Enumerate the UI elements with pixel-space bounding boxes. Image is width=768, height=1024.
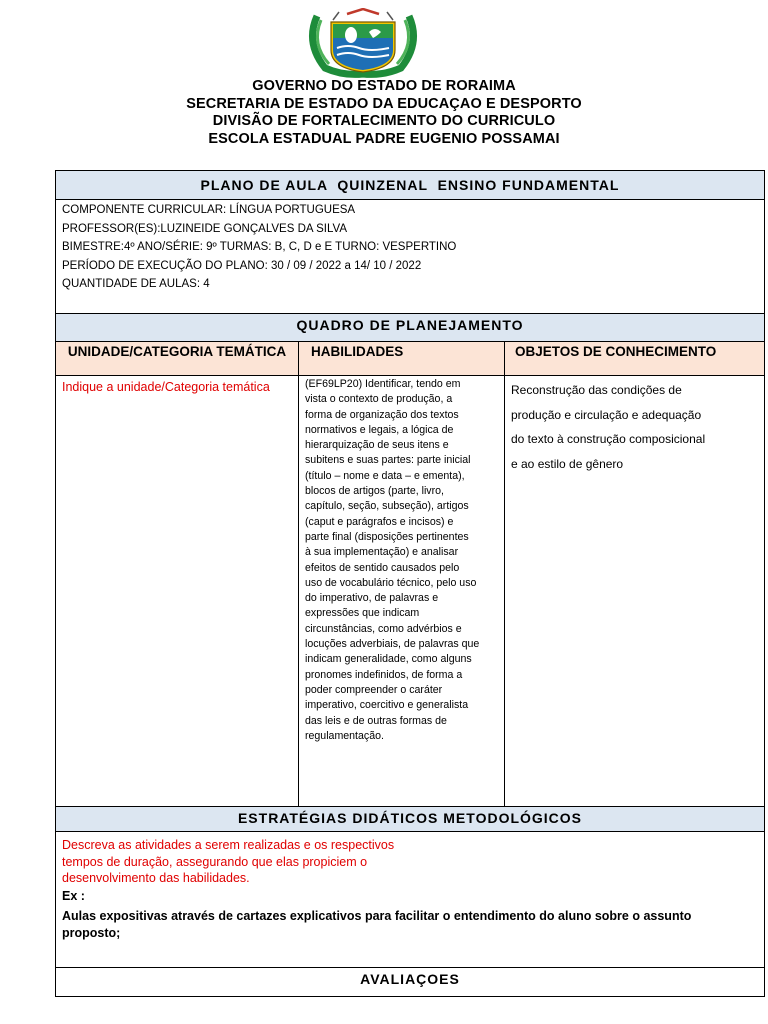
habilidades-line: forma de organização dos textos	[305, 408, 459, 421]
estrategias-instruction-line: desenvolvimento das habilidades.	[62, 871, 250, 885]
cell-unidade	[55, 375, 299, 807]
habilidades-line: do imperativo, de palavras e	[305, 592, 439, 605]
cell-objetos	[504, 375, 765, 807]
habilidades-line: circunstâncias, como advérbios e	[305, 622, 462, 635]
info-bimestre: BIMESTRE:4º ANO/SÉRIE: 9º TURMAS: B, C, D e E TURNO: VESPERTINO	[62, 241, 457, 254]
estrategias-instruction-line: tempos de duração, assegurando que elas propiciem o	[62, 854, 368, 869]
cell-habilidades	[298, 375, 505, 807]
column-header-unidade	[55, 341, 299, 376]
habilidades-line: hierarquização de seus itens e	[305, 439, 449, 452]
document-header	[0, 78, 768, 148]
column-header-habilidades	[298, 341, 505, 376]
plan-info-box	[55, 199, 765, 314]
estrategias-text-line: proposto;	[62, 925, 121, 940]
habilidades-line: blocos de artigos (parte, livro,	[305, 485, 444, 498]
header-line-division: DIVISÃO DE FORTALECIMENTO DO CURRICULO	[212, 113, 556, 129]
plan-title: PLANO DE AULA QUINZENAL ENSINO FUNDAMENTAL	[200, 177, 620, 193]
habilidades-line: capítulo, seção, subseção), artigos	[305, 500, 469, 513]
habilidades-line: pronomes indefinidos, de forma a	[305, 668, 463, 681]
habilidades-line: parte final (disposições pertinentes	[305, 530, 469, 543]
habilidades-line: (caput e parágrafos e incisos) e	[305, 515, 454, 528]
estrategias-instruction-line: Descreva as atividades a serem realizadas e os respectivos	[62, 838, 395, 852]
estrategias-text-line: Aulas expositivas através de cartazes explicativos para facilitar o entendimento do aluno sobre o assunto	[62, 909, 692, 923]
habilidades-line: (título – nome e data – e ementa),	[305, 469, 465, 482]
habilidades-line: poder compreender o caráter	[305, 683, 443, 696]
objetos-text	[511, 378, 760, 476]
habilidades-line: normativos e legais, a lógica de	[305, 423, 454, 436]
estrategias-instruction	[62, 837, 758, 887]
info-quantidade: QUANTIDADE DE AULAS: 4	[62, 278, 210, 291]
habilidades-line: locuções adverbiais, de palavras que	[305, 638, 480, 651]
habilidades-line: regulamentação.	[305, 729, 384, 742]
estrategias-title-band	[55, 806, 765, 832]
plan-title-band	[55, 170, 765, 200]
column-header-habilidades-label: HABILIDADES	[311, 344, 404, 359]
habilidades-line: (EF69LP20) Identificar, tendo em	[305, 378, 461, 390]
header-line-school: ESCOLA ESTADUAL PADRE EUGENIO POSSAMAI	[208, 130, 560, 147]
habilidades-line: indicam generalidade, como alguns	[305, 653, 472, 666]
estrategias-box	[55, 831, 765, 968]
column-header-objetos	[504, 341, 765, 376]
estrategias-title: ESTRATÉGIAS DIDÁTICOS METODOLÓGICOS	[237, 810, 583, 826]
habilidades-line: das leis e de outras formas de	[305, 714, 447, 727]
estrategias-text	[62, 908, 758, 941]
habilidades-line: subitens e suas partes: parte inicial	[305, 454, 471, 467]
estrategias-ex-label: Ex :	[62, 888, 85, 903]
info-componente: COMPONENTE CURRICULAR: LÍNGUA PORTUGUESA	[62, 204, 356, 216]
habilidades-text	[305, 377, 501, 744]
info-periodo: PERÍODO DE EXECUÇÃO DO PLANO: 30 / 09 / 2022 a 14/ 10 / 2022	[62, 259, 422, 272]
coat-of-arms-logo	[303, 8, 423, 78]
avaliacoes-title: AVALIAÇOES	[360, 971, 460, 987]
habilidades-line: vista o contexto de produção, a	[305, 393, 453, 406]
avaliacoes-title-band	[55, 967, 765, 997]
habilidades-line: imperativo, coercitivo e generalista	[305, 699, 469, 712]
objetos-line: produção e circulação e adequação	[511, 407, 702, 422]
objetos-line: e ao estilo de gênero	[511, 456, 624, 471]
habilidades-line: expressões que indicam	[305, 607, 420, 620]
habilidades-line: uso de vocabulário técnico, pelo uso	[305, 576, 477, 589]
header-line-secretariat: SECRETARIA DE ESTADO DA EDUCAÇAO E DESPORTO	[186, 95, 582, 112]
habilidades-line: efeitos de sentido causados pelo	[305, 561, 460, 574]
info-professor: PROFESSOR(ES):LUZINEIDE GONÇALVES DA SILVA	[62, 222, 348, 235]
column-header-objetos-label: OBJETOS DE CONHECIMENTO	[515, 344, 717, 359]
objetos-line: Reconstrução das condições de	[511, 383, 682, 397]
habilidades-line: à sua implementação) e analisar	[305, 546, 459, 559]
planning-title-band	[55, 313, 765, 342]
unidade-instruction: Indique a unidade/Categoria temática	[62, 380, 270, 394]
header-line-government: GOVERNO DO ESTADO DE RORAIMA	[252, 78, 516, 94]
objetos-line: do texto à construção composicional	[511, 432, 706, 446]
planning-title: QUADRO DE PLANEJAMENTO	[296, 317, 524, 333]
column-header-unidade-label: UNIDADE/CATEGORIA TEMÁTICA	[67, 344, 287, 359]
